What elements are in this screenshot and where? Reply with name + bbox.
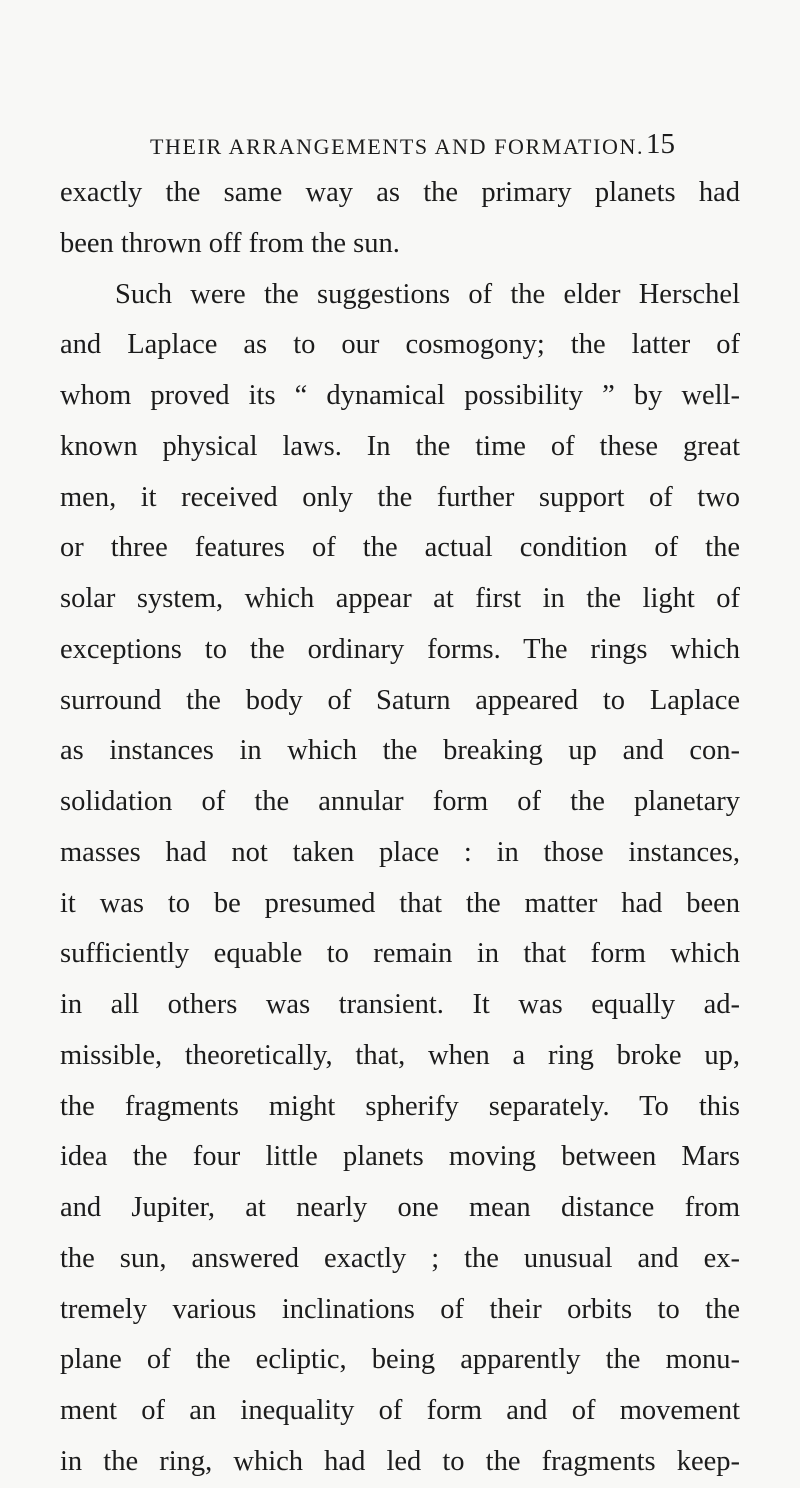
page-number: 15 [646,128,675,160]
text-line: whom proved its “ dynamical possibility ” by well- [60,380,740,411]
paragraph-start-line: Such were the suggestions of the elder Herschel [115,278,740,310]
text-line: in all others was transient. It was equally ad- [60,989,740,1020]
running-head-title: THEIR ARRANGEMENTS AND FORMATION. [150,134,645,159]
text-line: men, it received only the further support of two [60,481,740,513]
text-line: known physical laws. In the time of these great [60,430,740,462]
text-line: sufficiently equable to remain in that form which [60,938,740,970]
text-line: idea the four little planets moving between Mars [60,1141,740,1173]
text-line: in the ring, which had led to the fragments keep- [60,1445,740,1477]
text-line: tremely various inclinations of their orbits to the [60,1293,740,1325]
text-line: plane of the ecliptic, being apparently the monu- [60,1344,740,1376]
text-line: solidation of the annular form of the planetary [60,786,740,817]
text-line: solar system, which appear at first in the light of [60,583,740,614]
text-line: it was to be presumed that the matter had been [60,887,740,919]
text-line: missible, theoretically, that, when a ring broke up, [60,1039,740,1071]
body-text [60,168,740,1488]
text-line: masses had not taken place : in those instances, [60,836,740,868]
running-head [150,128,675,168]
text-line: and Jupiter, at nearly one mean distance from [60,1192,740,1223]
text-line: been thrown off from the sun. [60,227,400,259]
text-line: or three features of the actual condition of the [60,532,740,564]
text-line: ment of an inequality of form and of movement [60,1395,740,1426]
text-line: surround the body of Saturn appeared to Laplace [60,684,740,716]
text-line: the sun, answered exactly ; the unusual and ex- [60,1242,740,1274]
text-line: and Laplace as to our cosmogony; the latter of [60,329,740,361]
text-line: exceptions to the ordinary forms. The rings which [60,633,740,665]
text-line: as instances in which the breaking up and con- [60,735,740,767]
text-line: the fragments might spherify separately. To this [60,1090,740,1122]
text-line: exactly the same way as the primary planets had [60,177,740,208]
